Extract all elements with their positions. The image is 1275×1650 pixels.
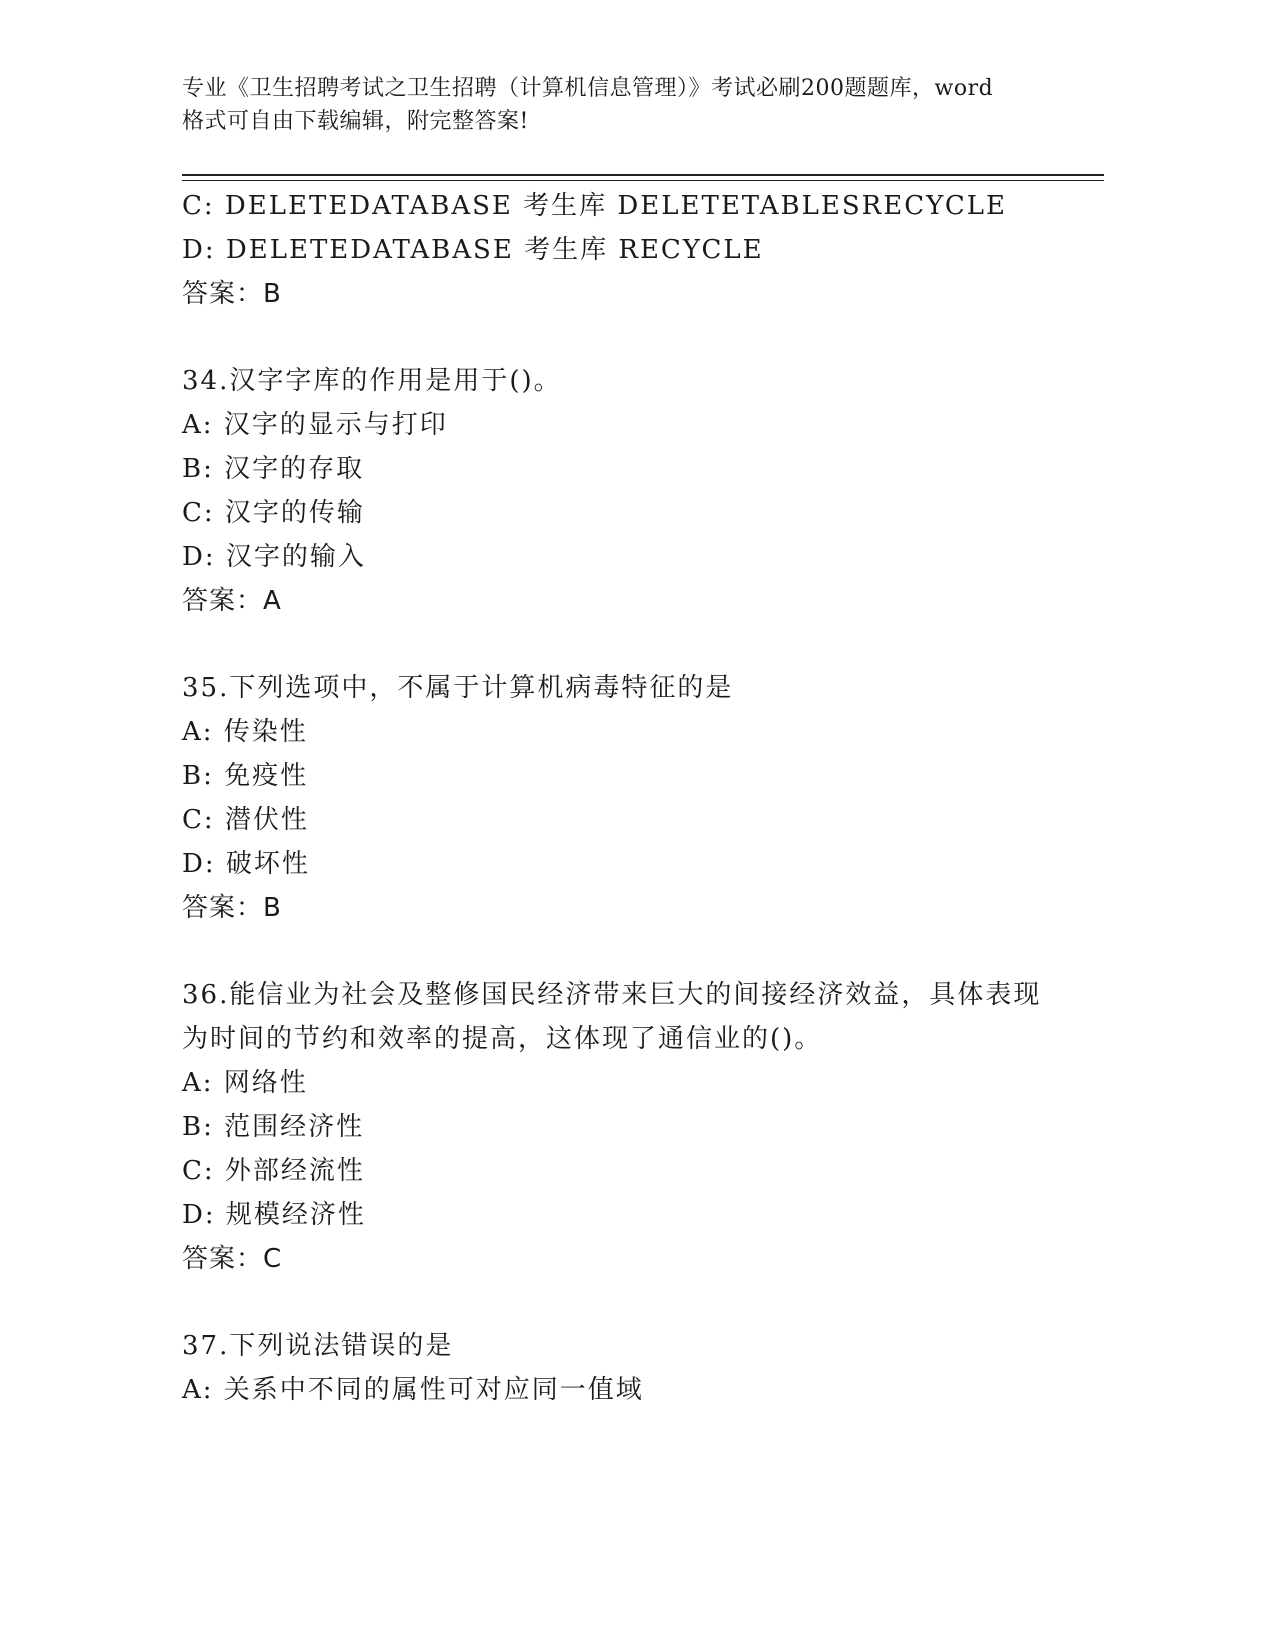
question-33-tail [182, 184, 1082, 316]
question-stem: 37.下列说法错误的是 [182, 1331, 454, 1361]
question-36 [182, 973, 1082, 1281]
question-stem: 35.下列选项中，不属于计算机病毒特征的是 [182, 673, 734, 703]
option-c: C: 汉字的传输 [182, 498, 365, 528]
question-34 [182, 359, 1082, 623]
question-37 [182, 1324, 1082, 1412]
option-a: A: 传染性 [182, 717, 308, 747]
option-b: B: 汉字的存取 [182, 454, 365, 484]
option-a: A: 网络性 [182, 1068, 308, 1098]
header-line-2: 格式可自由下载编辑，附完整答案! [182, 109, 529, 134]
option-d: D: 规模经济性 [182, 1200, 366, 1230]
question-stem-line-1: 36.能信业为社会及整修国民经济带来巨大的间接经济效益，具体表现 [182, 980, 1042, 1010]
option-c: C: 外部经流性 [182, 1156, 365, 1186]
option-b: B: 范围经济性 [182, 1112, 365, 1142]
answer-line: 答案：A [182, 586, 282, 616]
question-stem-line-2: 为时间的节约和效率的提高，这体现了通信业的()。 [182, 1024, 823, 1054]
option-c: C: DELETEDATABASE 考生库 DELETETABLESRECYCLE [182, 191, 1007, 221]
question-list [182, 184, 1082, 1412]
answer-line: 答案：C [182, 1244, 283, 1274]
option-d: D: 破坏性 [182, 849, 310, 879]
option-a: A: 关系中不同的属性可对应同一值域 [182, 1375, 644, 1405]
document-header [182, 72, 1082, 138]
option-d: D: 汉字的输入 [182, 542, 366, 572]
question-35 [182, 666, 1082, 930]
option-d: D: DELETEDATABASE 考生库 RECYCLE [182, 235, 764, 265]
answer-line: 答案：B [182, 893, 282, 923]
header-divider-thin [182, 180, 1104, 181]
question-stem: 34.汉字字库的作用是用于()。 [182, 366, 562, 396]
option-b: B: 免疫性 [182, 761, 309, 791]
header-line-1: 专业《卫生招聘考试之卫生招聘（计算机信息管理）》考试必刷200题题库，word [182, 76, 994, 101]
option-a: A: 汉字的显示与打印 [182, 410, 448, 440]
option-c: C: 潜伏性 [182, 805, 309, 835]
answer-line: 答案：B [182, 279, 282, 309]
header-divider-thick [182, 174, 1104, 176]
